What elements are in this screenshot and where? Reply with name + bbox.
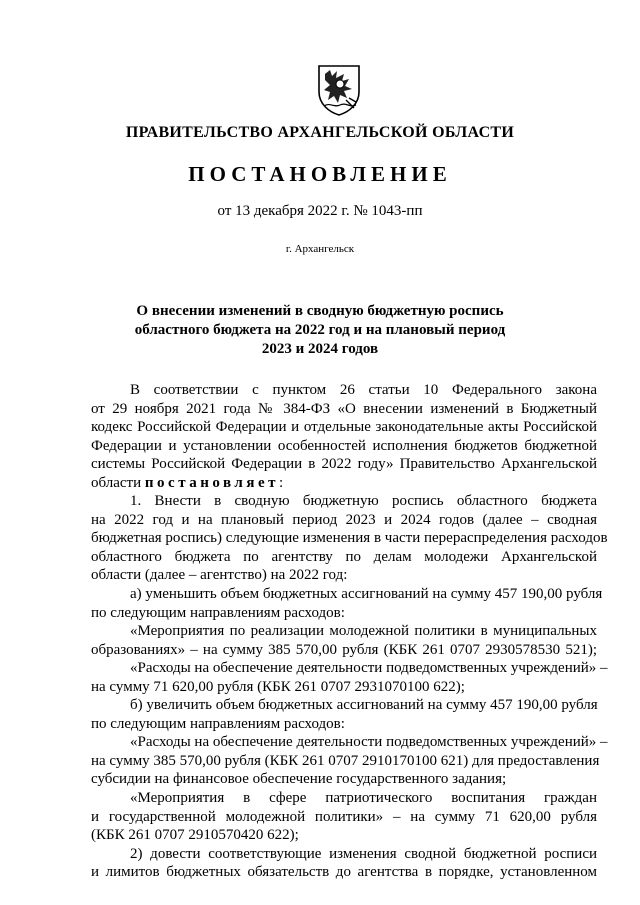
title-line: 2023 и 2024 годов [261,341,379,357]
body-line: по следующим направлениям расходов: [91,604,345,621]
body-line [91,474,597,493]
document-title [0,302,640,359]
document-city: г. Архангельск [285,243,355,255]
body-line: 2) довести соответствующие изменения сводной бюджетной росписи [130,845,597,862]
document-body [91,381,608,882]
body-line: «Расходы на обеспечение деятельности подведомственных учреждений» – [130,734,608,751]
body-line: кодекс Российской Федерации и отдельные законодательные акты Российской [91,419,597,436]
body-text: области [91,474,145,491]
body-line: областного бюджета по агентству по делам молодежи Архангельской [91,548,597,565]
body-line: б) увеличить объем бюджетных ассигнований на сумму 457 190,00 рубля [130,697,598,714]
body-line: на сумму 385 570,00 рубля (КБК 261 0707 2910170100 621) для предоставления [91,752,600,769]
document-type: ПОСТАНОВЛЕНИЕ [188,162,452,186]
body-line: и лимитов бюджетных обязательств до агентства в порядке, установленном [91,864,597,881]
title-line: областного бюджета на 2022 год и на плановый период [134,322,506,338]
body-line: «Мероприятия по реализации молодежной политики в муниципальных [130,623,597,640]
body-line: на сумму 71 620,00 рубля (КБК 261 0707 2931070100 622); [91,678,465,695]
body-line: (КБК 261 0707 2910570420 622); [91,827,299,844]
body-line: системы Российской Федерации в 2022 году» Правительство Архангельской [91,456,597,473]
body-line: бюджетная роспись) следующие изменения в части перераспределения расходов [91,530,608,547]
body-line: «Мероприятия в сфере патриотического воспитания граждан [130,790,597,807]
body-line: на 2022 год и на плановый период 2023 и 2024 годов (далее – сводная [91,511,597,528]
body-line: «Расходы на обеспечение деятельности подведомственных учреждений» – [130,660,608,677]
title-line: О внесении изменений в сводную бюджетную роспись [136,303,504,319]
body-line: области (далее – агентство) на 2022 год: [91,567,348,584]
body-line: Федерации и установлении особенностей исполнения бюджетов бюджетной [91,437,597,454]
body-line: от 29 ноября 2021 года № 384-ФЗ «О внесении изменений в Бюджетный [91,400,597,417]
body-text: : [279,474,284,491]
body-line: а) уменьшить объем бюджетных ассигнований на сумму 457 190,00 рубля [130,586,603,603]
resolves-word: постановляет [144,474,279,491]
body-line: 1. Внести в сводную бюджетную роспись областного бюджета [130,493,597,510]
document-date-number: от 13 декабря 2022 г. № 1043-пп [217,203,423,219]
government-name: ПРАВИТЕЛЬСТВО АРХАНГЕЛЬСКОЙ ОБЛАСТИ [125,124,515,141]
body-line: субсидии на финансовое обеспечение государственного задания; [91,771,507,788]
body-line: по следующим направлениям расходов: [91,715,345,732]
coat-of-arms-icon [316,62,362,116]
body-line: В соответствии с пунктом 26 статьи 10 Федерального закона [130,382,597,398]
body-line: и государственной молодежной политики» – на сумму 71 620,00 рубля [91,808,597,825]
body-line: образованиях» – на сумму 385 570,00 рубля (КБК 261 0707 2930578530 521); [91,641,597,658]
